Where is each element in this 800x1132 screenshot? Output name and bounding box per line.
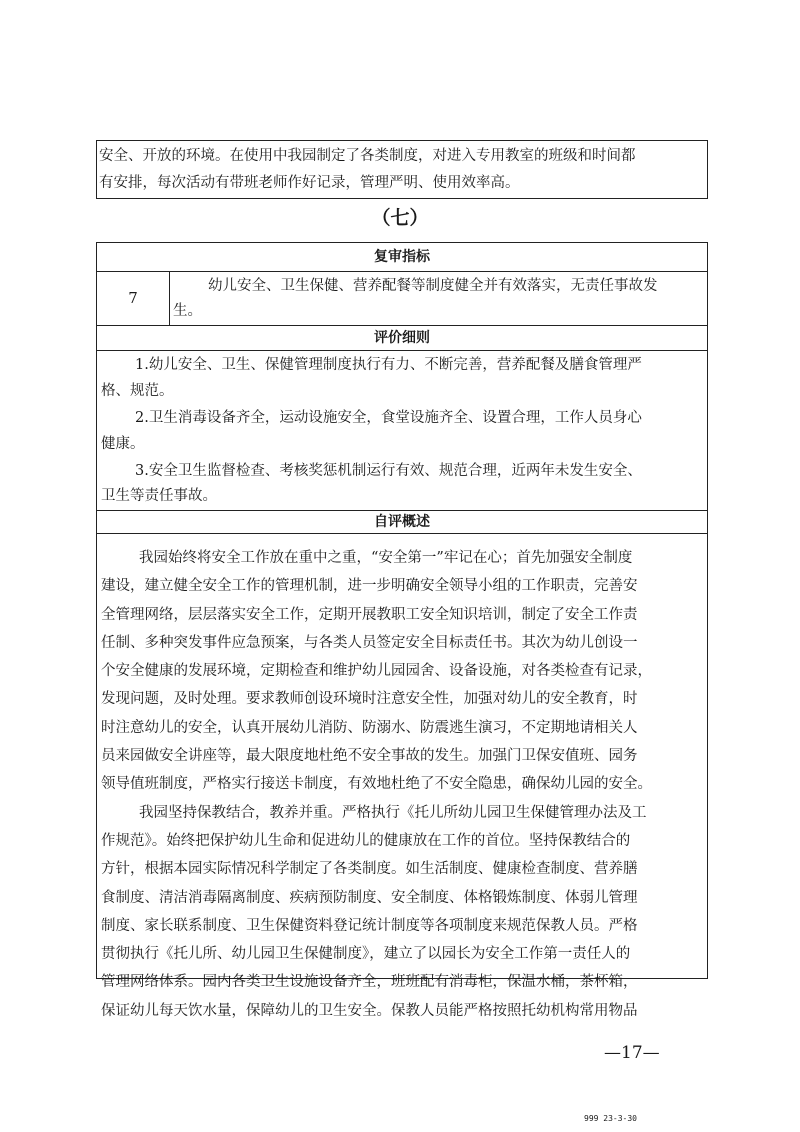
- summary-line: 全管理网络，层层落实安全工作，定期开展教职工安全知识培训，制定了安全工作责: [101, 606, 638, 623]
- criteria-line-6: 卫生等责任事故。: [101, 488, 217, 504]
- summary-line: 时注意幼儿的安全，认真开展幼儿消防、防溺水、防震逃生演习，不定期地请相关人: [101, 719, 638, 736]
- top-text-line-2: 有安排，每次活动有带班老师作好记录，管理严明、使用效率高。: [99, 175, 520, 191]
- summary-line: 个安全健康的发展环境，定期检查和维护幼儿园园舍、设备设施，对各类检查有记录，: [101, 663, 652, 680]
- summary-line: 发现问题，及时处理。要求教师创设环境时注意安全性，加强对幼儿的安全教育，时: [101, 691, 638, 708]
- summary-line: 建设，建立健全安全工作的管理机制，进一步明确安全领导小组的工作职责，完善安: [101, 578, 638, 595]
- summary-line: 作规范》。始终把保护幼儿生命和促进幼儿的健康放在工作的首位。坚持保教结合的: [101, 832, 631, 849]
- item-text-line-2: 生。: [173, 303, 202, 319]
- summary-line: 制度、家长联系制度、卫生保健资料登记统计制度等各项制度来规范保教人员。严格: [101, 917, 638, 934]
- summary-line: 领导值班制度，严格实行接送卡制度，有效地杜绝了不安全隐患，确保幼儿园的安全。: [101, 776, 652, 793]
- summary-text: [101, 544, 707, 1025]
- summary-line: 任制、多种突发事件应急预案，与各类人员签定安全目标责任书。其次为幼儿创设一: [101, 634, 638, 651]
- divider: [97, 533, 707, 534]
- review-header: 复审指标: [374, 249, 430, 265]
- page-number: —17—: [604, 1043, 660, 1063]
- summary-line: 我园坚持保教结合，教养并重。严格执行《托儿所幼儿园卫生保健管理办法及工: [139, 804, 647, 821]
- summary-line: 食制度、清洁消毒隔离制度、疾病预防制度、安全制度、体格锻炼制度、体弱儿管理: [101, 889, 638, 906]
- main-table: [96, 242, 708, 1019]
- summary-line: 我园始终将安全工作放在重中之重，“安全第一”牢记在心；首先加强安全制度: [139, 550, 633, 566]
- top-text-line-1: 安全、开放的环境。在使用中我园制定了各类制度，对进入专用教室的班级和时间都: [99, 148, 636, 164]
- summary-line: 管理网络体系。园内各类卫生设施设备齐全，班班配有消毒柜，保温水桶，茶杯箱，: [101, 974, 638, 991]
- summary-line: 贯彻执行《托儿所、幼儿园卫生保健制度》，建立了以园长为安全工作第一责任人的: [101, 946, 631, 963]
- criteria-line-4: 健康。: [101, 436, 145, 452]
- section-title: （七）: [371, 207, 429, 229]
- criteria-line-2: 格、规范。: [101, 383, 174, 399]
- item-text-line-1: 幼儿安全、卫生保健、营养配餐等制度健全并有效落实，无责任事故发: [208, 278, 658, 294]
- footer-stamp: 999 23-3-30: [584, 1114, 637, 1123]
- column-divider: [169, 271, 170, 325]
- summary-header: 自评概述: [374, 514, 430, 530]
- criteria-line-3: 2.卫生消毒设备齐全，运动设施安全，食堂设施齐全、设置合理，工作人员身心: [135, 410, 642, 426]
- summary-line: 员来园做安全讲座等，最大限度地杜绝不安全事故的发生。加强门卫保安值班、园务: [101, 748, 638, 765]
- item-number: 7: [128, 289, 138, 307]
- summary-line: 方针，根据本园实际情况科学制定了各类制度。如生活制度、健康检查制度、营养膳: [101, 861, 638, 878]
- divider: [97, 350, 707, 351]
- criteria-header: 评价细则: [374, 330, 430, 346]
- criteria-line-1: 1.幼儿安全、卫生、保健管理制度执行有力、不断完善，营养配餐及膳食管理严: [135, 357, 642, 373]
- top-text-box: [96, 140, 708, 199]
- summary-line: 保证幼儿每天饮水量，保障幼儿的卫生安全。保教人员能严格按照托幼机构常用物品: [101, 1002, 638, 1019]
- criteria-line-5: 3.安全卫生监督检查、考核奖惩机制运行有效、规范合理，近两年未发生安全、: [135, 463, 642, 479]
- divider: [97, 271, 707, 272]
